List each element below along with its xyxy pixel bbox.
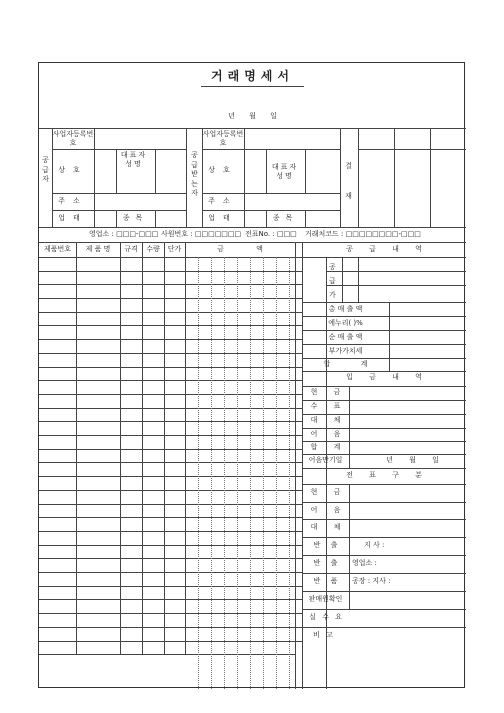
col-amount: 금 액 bbox=[217, 245, 263, 253]
col-quantity: 수량 bbox=[146, 245, 160, 253]
payment-transfer: 대 체 bbox=[310, 416, 341, 424]
payment-bill: 어 음 bbox=[310, 430, 341, 438]
receiver-side-label: 공급받는자 bbox=[191, 151, 198, 197]
supply-section-header: 공 급 내 역 bbox=[346, 245, 422, 253]
supplier-business-type-label: 업태 bbox=[58, 214, 88, 222]
payment-section-header: 입 금 내 역 bbox=[346, 373, 422, 381]
payment-check: 수 표 bbox=[310, 402, 341, 410]
supply-vat: 부가가치세 bbox=[328, 347, 363, 355]
salesperson-check-label: 판매원확인 bbox=[308, 595, 343, 603]
receiver-reg-no-label: 사업자등록번호 bbox=[202, 130, 244, 147]
remarks-label: 비 고 bbox=[313, 631, 333, 639]
supplier-address-label: 주소 bbox=[58, 197, 88, 205]
slip-no-field: 전표No. : □□□ bbox=[245, 230, 297, 238]
supply-discount: 에누리( )% bbox=[328, 319, 363, 327]
receiver-company-label: 상호 bbox=[208, 166, 238, 174]
slip-return-3-label: 반 품 bbox=[313, 577, 338, 585]
approval-label: 결재 bbox=[345, 162, 352, 200]
bill-due-date-value: 년 월 일 bbox=[386, 456, 439, 464]
sales-office-field: 영업소 : □□□-□□□ bbox=[89, 230, 159, 238]
supplier-rep-label: 대표자성명 bbox=[120, 151, 148, 168]
supplier-category-label: 종목 bbox=[122, 214, 149, 222]
receiver-business-type-label: 업태 bbox=[208, 214, 238, 222]
client-code-field: 거래처코드 : □□□□□□□□-□□□ bbox=[305, 230, 421, 238]
col-product-no: 제품번호 bbox=[43, 245, 72, 253]
payment-cash: 현 금 bbox=[310, 388, 341, 396]
col-unit-price: 단가 bbox=[167, 245, 182, 253]
supplier-side-label: 공급자 bbox=[42, 156, 49, 183]
bill-due-date-label: 어음만기일 bbox=[308, 456, 343, 464]
slip-return-1-label: 반 출 bbox=[313, 541, 338, 549]
payment-total: 합 계 bbox=[310, 443, 341, 451]
slip-bill: 어 음 bbox=[310, 506, 341, 514]
supply-total: 합 계 bbox=[323, 360, 368, 368]
supply-total-sales: 총 매 출 액 bbox=[328, 305, 363, 313]
slip-return-3-value: 공장 : 지사 : bbox=[352, 577, 391, 585]
slip-cash: 현 금 bbox=[310, 488, 341, 496]
receiver-category-label: 종목 bbox=[272, 214, 299, 222]
slip-return-2-value: 영업소 : bbox=[352, 559, 377, 567]
slip-return-2-label: 반 출 bbox=[313, 559, 338, 567]
supply-net-sales: 순 매 출 액 bbox=[328, 333, 363, 341]
receiver-rep-label: 대표자성명 bbox=[271, 163, 299, 180]
slip-transfer: 대 체 bbox=[310, 523, 341, 531]
form-title: 거래명세서 bbox=[211, 69, 294, 83]
col-product-name: 제 품 명 bbox=[85, 245, 111, 253]
supplier-company-label: 상호 bbox=[58, 166, 88, 174]
col-spec: 규격 bbox=[124, 245, 138, 253]
slip-return-1-value: 지 사 : bbox=[364, 541, 385, 549]
title-underline bbox=[201, 86, 304, 87]
employee-no-field: 사원번호 : □□□□□□□ bbox=[161, 230, 242, 238]
receiver-address-label: 주소 bbox=[208, 197, 238, 205]
date-line: 년 월 일 bbox=[228, 112, 277, 120]
actual-demand-label: 실 수 요 bbox=[309, 613, 342, 621]
slip-section-header: 전 표 구 분 bbox=[346, 471, 422, 479]
supplier-reg-no-label: 사업자등록번호 bbox=[52, 130, 94, 147]
supply-side-label: 공급가 bbox=[329, 263, 336, 299]
transaction-statement-form bbox=[38, 62, 465, 688]
